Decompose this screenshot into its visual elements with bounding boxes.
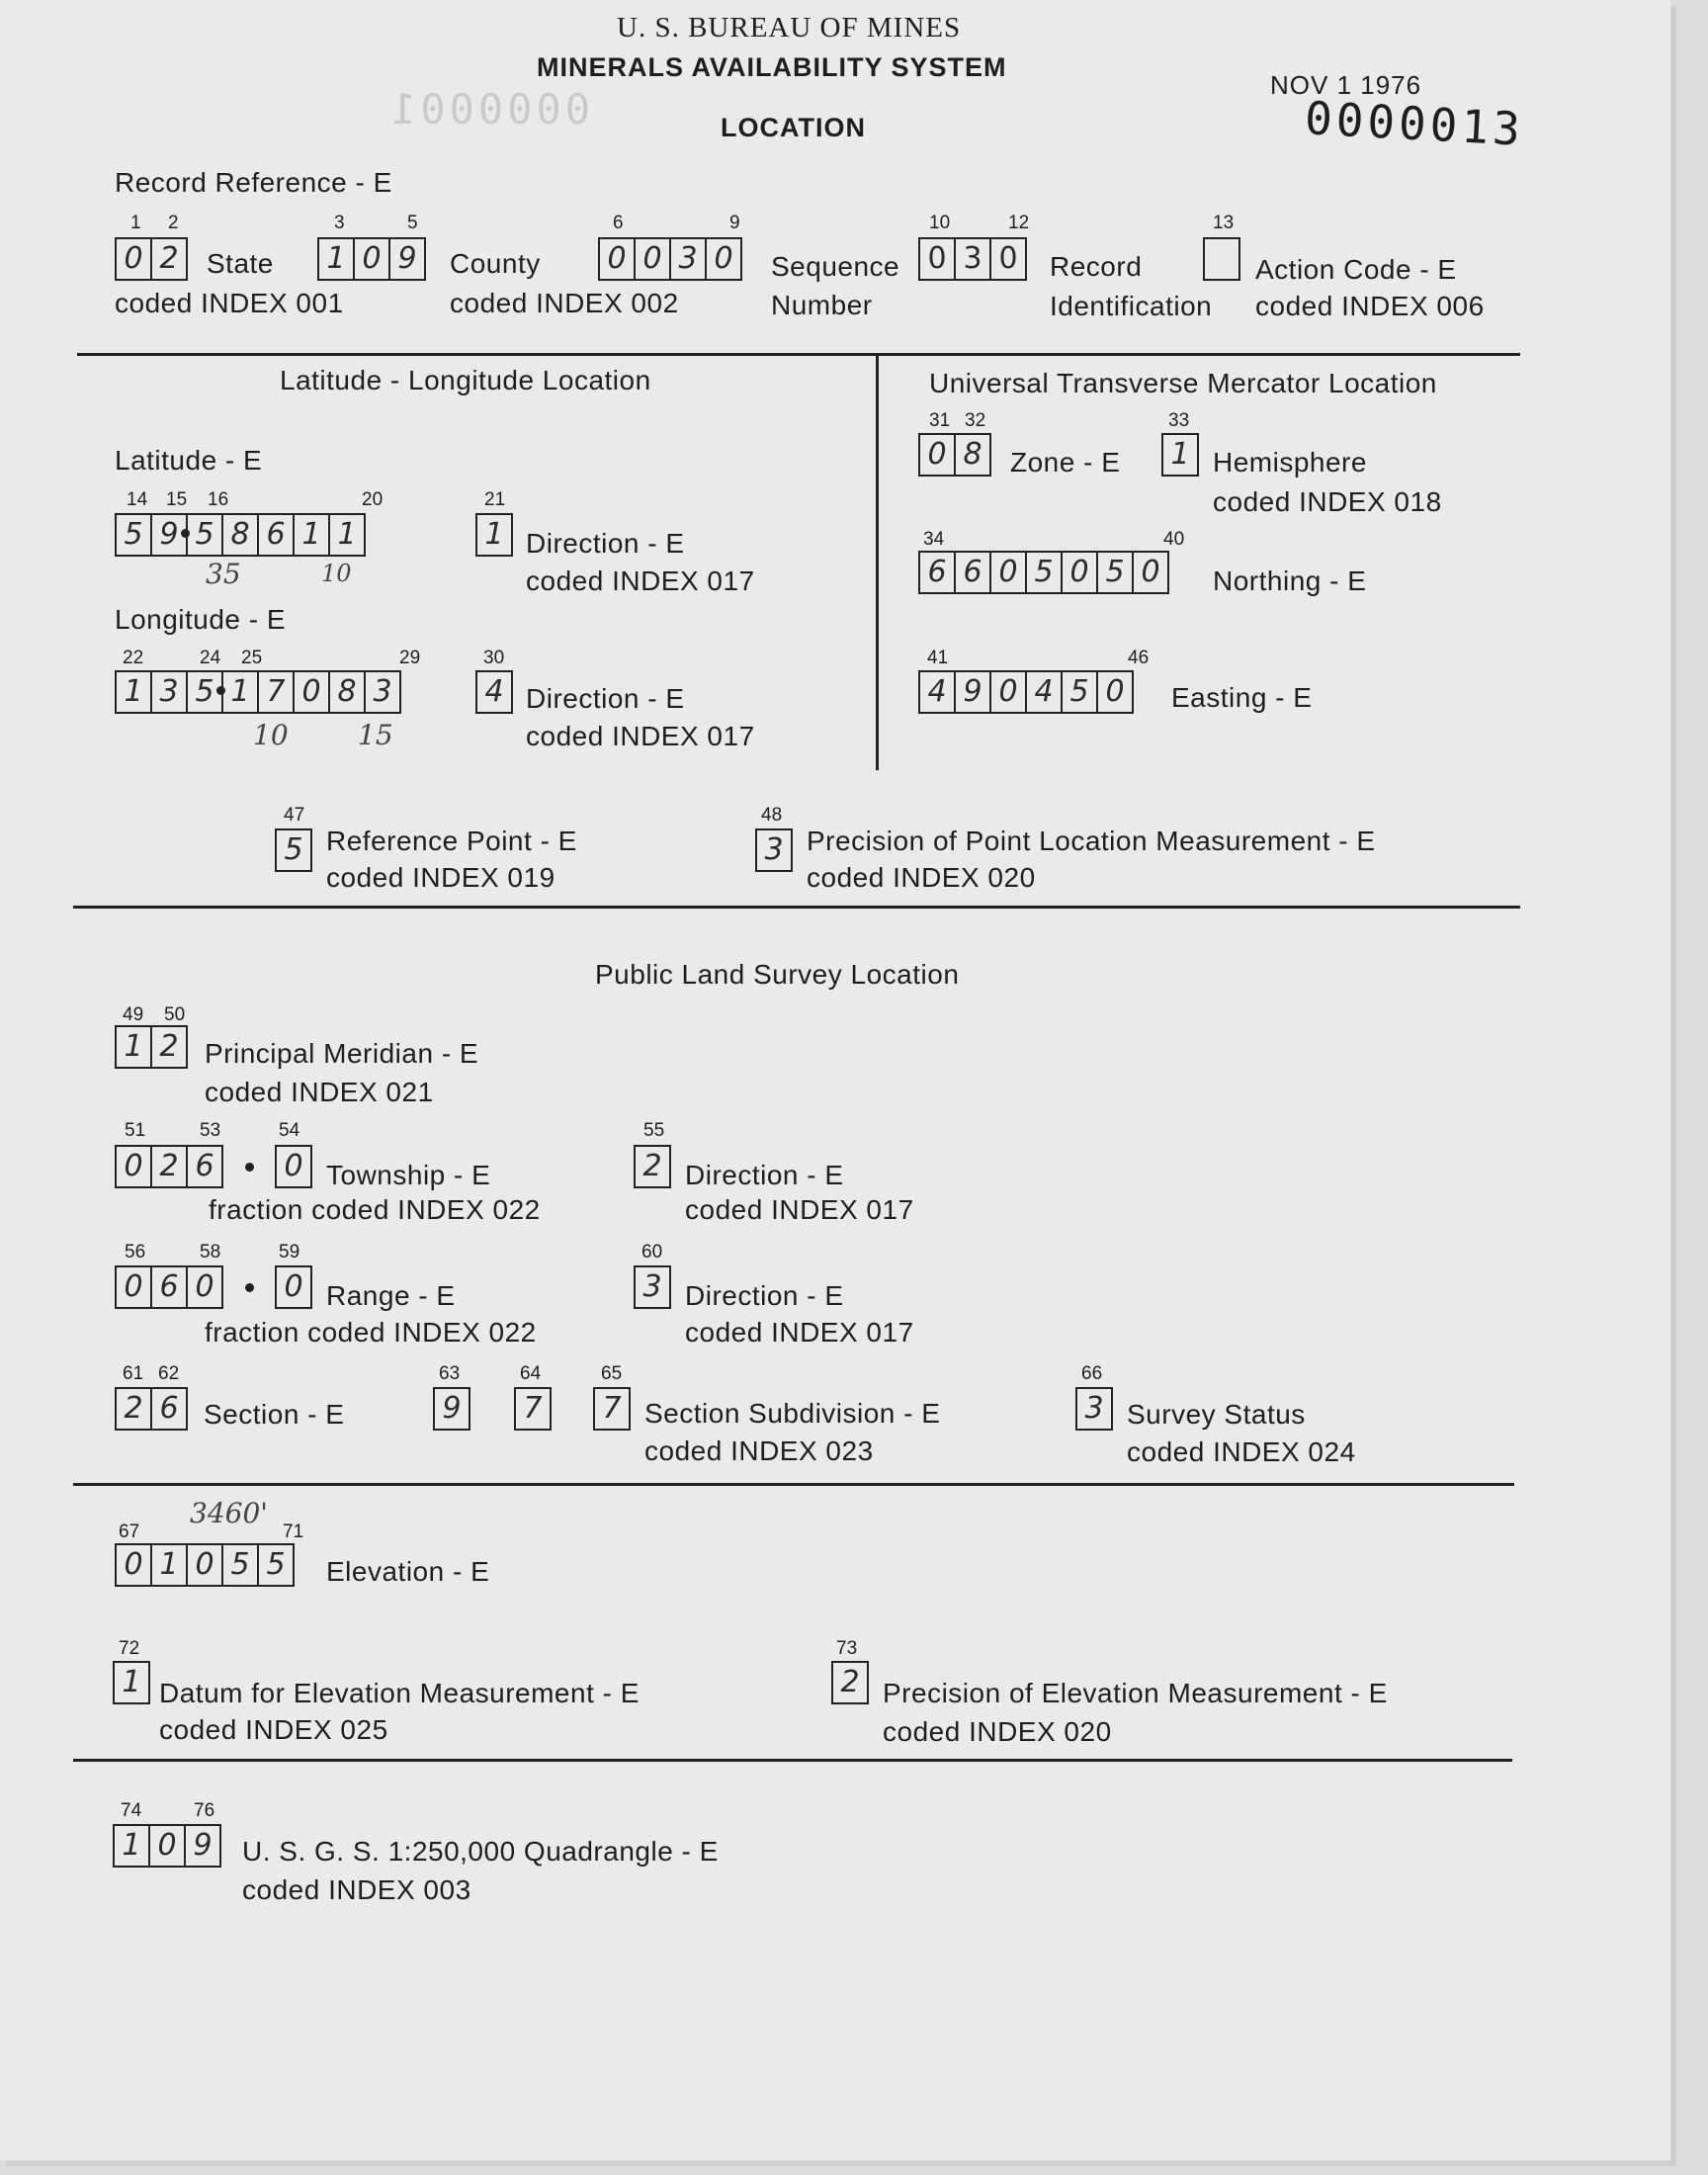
code-digit: 0	[634, 239, 669, 279]
code-digit: 8	[328, 672, 364, 712]
sequence-label: Sequence	[771, 251, 900, 282]
code-digit: 0	[293, 672, 328, 712]
section-code-boxes[interactable]	[115, 1387, 188, 1431]
latitude-code-boxes[interactable]	[115, 513, 366, 557]
code-digit: 2	[150, 239, 186, 279]
record-id-label: Record	[1050, 251, 1143, 282]
township-direction-index: coded INDEX 017	[685, 1194, 914, 1225]
col-num: 64	[520, 1363, 542, 1384]
longitude-label: Longitude - E	[115, 604, 287, 635]
code-digit: 0	[148, 1826, 184, 1866]
col-num: 15	[166, 489, 188, 510]
code-digit: 1	[150, 1545, 186, 1585]
code-digit: 0	[1061, 553, 1096, 592]
code-digit: 0	[927, 437, 947, 472]
code-digit: 3	[669, 239, 705, 279]
state-label: State	[207, 248, 274, 279]
col-num: 67	[119, 1522, 140, 1542]
code-digit: 5	[124, 517, 143, 552]
col-num: 49	[123, 1004, 144, 1025]
longitude-direction-box[interactable]: 4	[475, 670, 513, 714]
easting-label: Easting - E	[1171, 682, 1313, 713]
col-num: 53	[200, 1120, 221, 1141]
record-number-stamp: 0000013	[1303, 91, 1526, 156]
meridian-label: Principal Meridian - E	[205, 1038, 479, 1069]
date-stamp: NOV 1 1976	[1270, 70, 1422, 100]
precision-point-label: Precision of Point Location Measurement - E	[807, 826, 1376, 856]
code-digit: 6	[150, 1267, 186, 1307]
township-direction-label: Direction - E	[685, 1160, 844, 1190]
subdivision-index: coded INDEX 023	[644, 1436, 874, 1466]
code-digit: 1	[221, 672, 257, 712]
meridian-index: coded INDEX 021	[205, 1077, 434, 1107]
code-digit: 9	[388, 239, 424, 279]
reference-point-box[interactable]: 5	[275, 828, 312, 872]
code-digit: 3	[954, 239, 989, 279]
col-num: 10	[929, 213, 951, 233]
col-num: 59	[279, 1242, 300, 1262]
code-digit: 1	[326, 241, 346, 276]
latitude-direction-box[interactable]: 1	[475, 513, 513, 557]
col-num: 25	[241, 648, 263, 668]
col-num: 20	[362, 489, 384, 510]
longitude-direction-label: Direction - E	[526, 683, 685, 714]
col-num: 12	[1008, 213, 1030, 233]
utm-title: Universal Transverse Mercator Location	[929, 368, 1437, 398]
code-digit: 3	[364, 672, 399, 712]
code-digit: 5	[186, 672, 221, 712]
code-digit: 7	[257, 672, 293, 712]
decimal-dot	[245, 1163, 254, 1172]
code-digit: 9	[150, 515, 186, 555]
system-title: MINERALS AVAILABILITY SYSTEM	[537, 52, 1007, 82]
col-num: 55	[643, 1120, 665, 1141]
subdivision-box[interactable]: 7	[514, 1387, 552, 1431]
col-num: 54	[279, 1120, 300, 1141]
township-label: Township - E	[326, 1160, 491, 1190]
latitude-label: Latitude - E	[115, 445, 263, 476]
col-num: 24	[200, 648, 221, 668]
code-digit: 0	[705, 239, 740, 279]
code-digit: 1	[122, 1828, 141, 1863]
record-id-code-boxes[interactable]	[918, 237, 1027, 281]
col-num: 14	[127, 489, 148, 510]
datum-box[interactable]: 1	[113, 1661, 150, 1704]
col-num: 47	[284, 805, 305, 826]
section-divider	[73, 1483, 1514, 1486]
county-label: County	[450, 248, 541, 279]
code-digit: 5	[186, 515, 221, 555]
code-digit: 0	[989, 239, 1025, 279]
code-digit: 1	[124, 674, 143, 709]
handwritten-note: 35	[206, 558, 241, 590]
county-index: coded INDEX 002	[450, 288, 679, 318]
elevation-precision-box[interactable]: 2	[831, 1661, 869, 1704]
hemisphere-index: coded INDEX 018	[1213, 486, 1442, 517]
decimal-dot	[181, 529, 190, 538]
code-digit: 5	[1025, 553, 1061, 592]
faded-bleedthrough-number: 0000001	[387, 85, 591, 133]
elevation-precision-index: coded INDEX 020	[883, 1716, 1112, 1747]
code-digit: 0	[124, 1269, 143, 1304]
col-num: 62	[158, 1363, 180, 1384]
survey-status-label: Survey Status	[1127, 1399, 1306, 1430]
range-direction-index: coded INDEX 017	[685, 1317, 914, 1348]
state-index: coded INDEX 001	[115, 288, 344, 318]
code-digit: 6	[954, 553, 989, 592]
code-digit: 0	[186, 1267, 221, 1307]
code-digit: 0	[989, 672, 1025, 712]
precision-point-box[interactable]: 3	[755, 828, 793, 872]
code-digit: 5	[1096, 553, 1132, 592]
code-digit: 1	[293, 515, 328, 555]
column-divider	[876, 355, 879, 770]
col-num: 2	[168, 213, 179, 233]
range-code-boxes[interactable]	[115, 1265, 223, 1309]
section-divider	[73, 1759, 1512, 1762]
range-index: fraction coded INDEX 022	[205, 1317, 537, 1348]
code-digit: 5	[221, 1545, 257, 1585]
pls-title: Public Land Survey Location	[595, 959, 960, 990]
agency-title: U. S. BUREAU OF MINES	[617, 12, 962, 44]
zone-label: Zone - E	[1010, 447, 1121, 478]
range-label: Range - E	[326, 1280, 456, 1311]
township-index: fraction coded INDEX 022	[209, 1194, 541, 1225]
col-num: 30	[483, 648, 505, 668]
elevation-precision-label: Precision of Elevation Measurement - E	[883, 1678, 1388, 1708]
code-digit: 1	[124, 1029, 143, 1064]
hemisphere-label: Hemisphere	[1213, 447, 1367, 478]
code-digit: 2	[150, 1027, 186, 1067]
record-id-sub: Identification	[1050, 291, 1213, 321]
col-num: 34	[923, 529, 945, 550]
datum-index: coded INDEX 025	[159, 1714, 388, 1745]
col-num: 50	[164, 1004, 186, 1025]
code-digit: 0	[124, 1547, 143, 1582]
col-num: 65	[601, 1363, 623, 1384]
code-digit: 2	[124, 1391, 143, 1426]
code-digit: 0	[353, 239, 388, 279]
handwritten-note: 10	[253, 719, 289, 751]
col-num: 48	[761, 805, 783, 826]
col-num: 9	[729, 213, 740, 233]
code-digit: 0	[1096, 672, 1132, 712]
subdivision-box[interactable]: 7	[593, 1387, 631, 1431]
col-num: 16	[208, 489, 229, 510]
township-code-boxes[interactable]	[115, 1145, 223, 1188]
col-num: 71	[283, 1522, 304, 1542]
elevation-code-boxes[interactable]	[115, 1543, 295, 1587]
code-digit: 9	[184, 1826, 219, 1866]
latitude-direction-index: coded INDEX 017	[526, 566, 755, 596]
code-digit: 9	[954, 672, 989, 712]
northing-label: Northing - E	[1213, 566, 1367, 596]
decimal-dot	[216, 686, 225, 695]
section-label: Section - E	[204, 1399, 345, 1430]
county-code-boxes[interactable]	[317, 237, 426, 281]
col-num: 40	[1163, 529, 1185, 550]
code-digit: 8	[221, 515, 257, 555]
form-title: LOCATION	[721, 113, 866, 142]
col-num: 56	[125, 1242, 146, 1262]
col-num: 72	[119, 1638, 140, 1659]
precision-point-index: coded INDEX 020	[807, 862, 1036, 893]
reference-point-index: coded INDEX 019	[326, 862, 555, 893]
latitude-direction-label: Direction - E	[526, 528, 685, 559]
col-num: 3	[334, 213, 345, 233]
col-num: 61	[123, 1363, 144, 1384]
code-digit: 6	[150, 1389, 186, 1429]
decimal-dot	[245, 1283, 254, 1292]
col-num: 5	[407, 213, 418, 233]
code-digit: 6	[186, 1147, 221, 1186]
reference-point-label: Reference Point - E	[326, 826, 577, 856]
code-digit: 8	[954, 435, 989, 475]
sequence-sub: Number	[771, 290, 873, 320]
col-num: 13	[1213, 213, 1235, 233]
zone-code-boxes[interactable]	[918, 433, 991, 477]
col-num: 21	[484, 489, 506, 510]
section-divider	[73, 906, 1520, 909]
longitude-direction-index: coded INDEX 017	[526, 721, 755, 751]
col-num: 46	[1128, 648, 1150, 668]
code-digit: 0	[186, 1545, 221, 1585]
code-digit: 0	[927, 241, 947, 276]
col-num: 6	[613, 213, 624, 233]
col-num: 41	[927, 648, 949, 668]
code-digit: 6	[927, 555, 947, 589]
code-digit: 6	[257, 515, 293, 555]
township-fraction-box[interactable]: 0	[275, 1145, 312, 1188]
code-digit: 5	[1061, 672, 1096, 712]
code-digit: 4	[1025, 672, 1061, 712]
code-digit: 5	[257, 1545, 293, 1585]
longitude-code-boxes[interactable]	[115, 670, 401, 714]
section-divider	[77, 353, 1520, 356]
handwritten-note: 3460'	[190, 1497, 268, 1529]
col-num: 74	[121, 1800, 142, 1821]
col-num: 63	[439, 1363, 461, 1384]
hemisphere-box[interactable]: 1	[1161, 433, 1199, 477]
quadrangle-label: U. S. G. S. 1:250,000 Quadrangle - E	[242, 1836, 719, 1867]
subdivision-label: Section Subdivision - E	[644, 1398, 941, 1429]
col-num: 76	[194, 1800, 215, 1821]
col-num: 73	[836, 1638, 858, 1659]
range-fraction-box[interactable]: 0	[275, 1265, 312, 1309]
action-code-box[interactable]	[1203, 237, 1240, 281]
latlon-title: Latitude - Longitude Location	[280, 365, 651, 395]
code-digit: 1	[328, 515, 364, 555]
col-num: 32	[965, 410, 986, 431]
action-code-label: Action Code - E	[1255, 254, 1457, 285]
range-direction-box[interactable]: 3	[634, 1265, 671, 1309]
code-digit: 0	[607, 241, 627, 276]
handwritten-note: 15	[358, 719, 393, 751]
code-digit: 3	[150, 672, 186, 712]
northing-code-boxes[interactable]	[918, 551, 1169, 594]
elevation-label: Elevation - E	[326, 1556, 490, 1587]
col-num: 31	[929, 410, 951, 431]
datum-label: Datum for Elevation Measurement - E	[159, 1678, 640, 1708]
survey-status-index: coded INDEX 024	[1127, 1436, 1356, 1467]
col-num: 66	[1081, 1363, 1103, 1384]
code-digit: 0	[124, 241, 143, 276]
code-digit: 2	[150, 1147, 186, 1186]
code-digit: 4	[927, 674, 947, 709]
sequence-code-boxes[interactable]	[598, 237, 742, 281]
record-reference-title: Record Reference - E	[115, 167, 392, 198]
range-direction-label: Direction - E	[685, 1280, 844, 1311]
handwritten-note: 10	[321, 560, 352, 587]
quadrangle-code-boxes[interactable]	[113, 1824, 221, 1868]
code-digit: 0	[124, 1149, 143, 1183]
quadrangle-index: coded INDEX 003	[242, 1874, 471, 1905]
code-digit: 0	[1132, 553, 1167, 592]
meridian-code-boxes[interactable]	[115, 1025, 188, 1069]
col-num: 33	[1168, 410, 1190, 431]
action-code-index: coded INDEX 006	[1255, 291, 1485, 321]
easting-code-boxes[interactable]	[918, 670, 1134, 714]
state-code-boxes[interactable]	[115, 237, 188, 281]
subdivision-box[interactable]: 9	[433, 1387, 470, 1431]
col-num: 51	[125, 1120, 146, 1141]
col-num: 29	[399, 648, 421, 668]
col-num: 1	[130, 213, 141, 233]
code-digit: 0	[989, 553, 1025, 592]
township-direction-box[interactable]: 2	[634, 1145, 671, 1188]
survey-status-box[interactable]: 3	[1075, 1387, 1113, 1431]
col-num: 60	[641, 1242, 663, 1262]
col-num: 22	[123, 648, 144, 668]
col-num: 58	[200, 1242, 221, 1262]
